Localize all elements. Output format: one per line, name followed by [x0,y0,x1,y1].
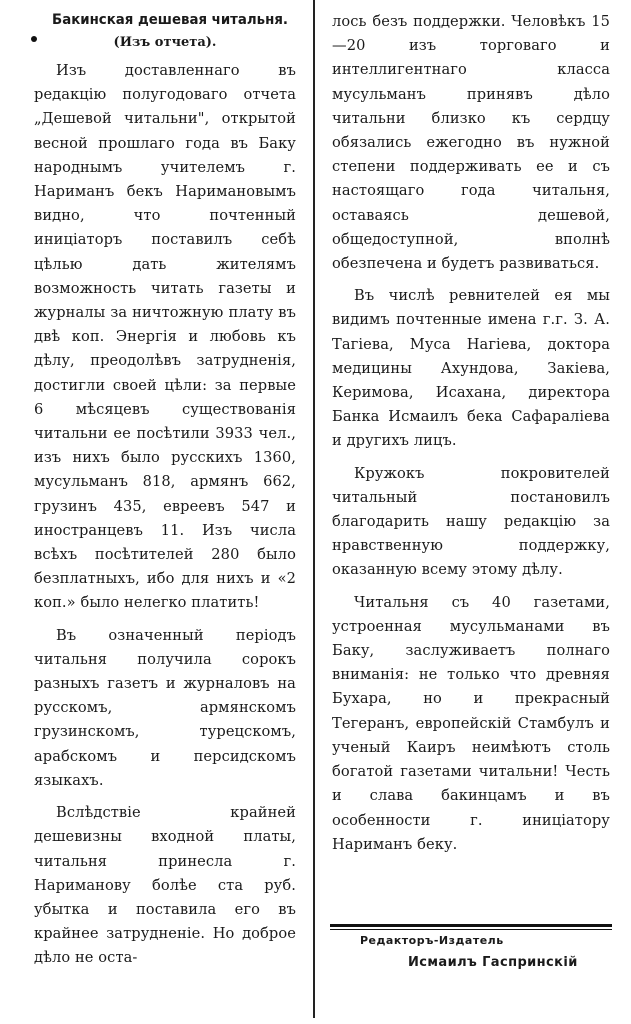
paragraph: Въ числѣ ревнителей ея мы видимъ почтенные имена г.г. З. А. Тагіева, Муса Нагіева, доктора медицины Ахундова, Закіева, Керимова, Исахана, директора Банка Исмаилъ бека Сафаралiева и другихъ лицъ. [332,287,610,450]
paragraph: лось безъ поддержки. Человѣкъ 15—20 изъ торговаго и интеллигентнаго класса мусульманъ принявъ дѣло читальни близко къ сердцу обязались ежегодно въ нужной степени поддерживать ее и съ настоящаго года читальня, оставаясь дешевой, общедоступной, вполнѣ обезпечена и будетъ развиваться. [332,13,610,273]
paragraph: Читальня съ 40 газетами, устроенная мусульманами въ Баку, заслуживаетъ полнаго вниманія: не только что древняя Бухара, но и прекрасный Тегеранъ, европейскій Стамбулъ и ученый Каиръ неимѣютъ столь богатой газетами читальни! Честь и слава бакинцамъ и въ особенности г. иниціатору Нариманъ беку. [332,593,610,853]
bullet-mark [31,36,37,42]
article-title: Бакинская дешевая читальня. [52,12,288,28]
footer-rule [330,924,612,927]
article-subtitle: (Изъ отчета). [113,35,217,50]
editor-name: Исмаилъ Гаспринскій [408,955,578,970]
column-divider [313,0,315,1018]
paragraph: Вслѣдствіе крайней дешевизны входной платы, читальня принесла г. Нариманову болѣе ста руб. убытка и поставила его въ крайнее затрудненіе. Но доброе дѣло не оста- [34,804,296,967]
paragraph: Изъ доставленнаго въ редакцію полугодоваго отчета „Дешевой читальни", открытой весной прошлаго года въ Баку народнымъ учителемъ г. Нариманъ бекъ Наримановымъ видно, что почтенный иниціаторъ поставилъ себѣ цѣлью дать жителямъ возможность читать газеты и журналы за ничтожную плату въ двѣ коп. Энергія и любовь къ дѣлу, преодолѣвъ затрудненія, достигли своей цѣли: за первые 6 мѣсяцевъ существованія читальни ее посѣтили 3933 чел., изъ нихъ было русскихъ 1360, мусульманъ 818, армянъ 662, грузинъ 435, евреевъ 547 и иностранцевъ 11. Изъ числа всѣхъ посѣтителей 280 было безплатныхъ, ибо для нихъ и «2 коп.» было нелегко платить! [34,62,296,612]
left-column [34,10,296,979]
paragraph: Въ означенный періодъ читальня получила сорокъ разныхъ газетъ и журналовъ на русскомъ, армянскомъ грузинскомъ, турецскомъ, арабскомъ и персидскомъ языкахъ. [34,626,296,789]
paragraph: Кружокъ покровителей читальный постановилъ благодарить нашу редакцію за нравственную поддержку, оказанную всему этому дѣлу. [332,464,610,579]
right-column [332,10,610,865]
footer-rule-thin [330,929,612,930]
editor-label: Редакторъ-Издатель [360,934,504,947]
